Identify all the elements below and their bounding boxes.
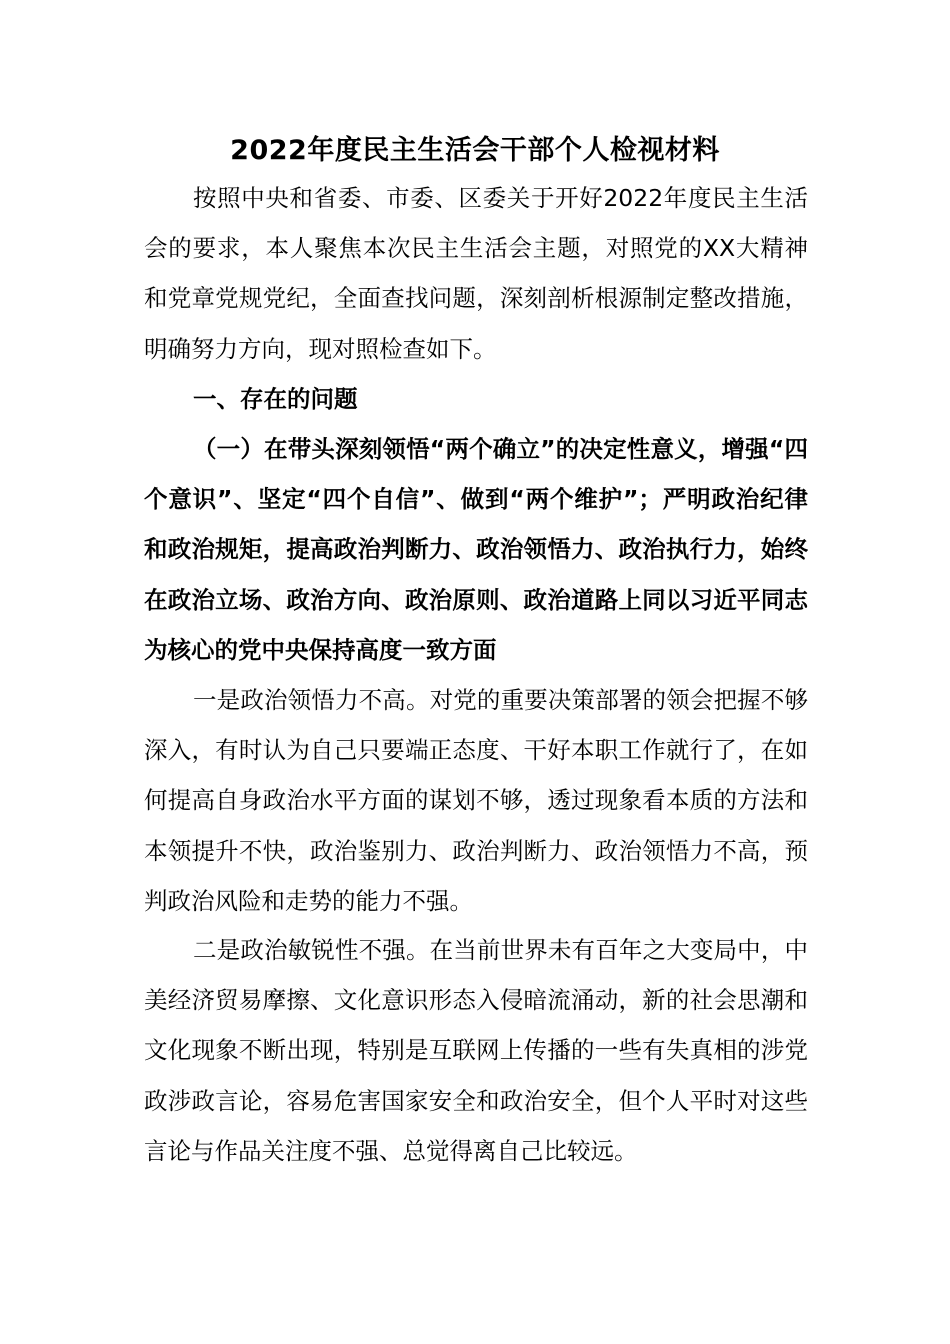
intro-paragraph-block — [144, 173, 808, 374]
subsection-heading-block — [144, 424, 808, 675]
intro-paragraph: 按照中央和省委、市委、区委关于开好2022年度民主生活会的要求，本人聚焦本次民主生活会主题，对照党的XX大精神和党章党规党纪，全面查找问题，深刻剖析根源制定整改措施，明确努力方向，现对照检查如下。 — [144, 184, 808, 363]
subsection-heading: （一）在带头深刻领悟“两个确立”的决定性意义，增强“四个意识”、坚定“四个自信”、做到“两个维护”；严明政治纪律和政治规矩，提高政治判断力、政治领悟力、政治执行力，始终在政治立场、政治方向、政治原则、政治道路上同以习近平同志为核心的党中央保持高度一致方面 — [144, 435, 808, 664]
point-1-paragraph: 一是政治领悟力不高。对党的重要决策部署的领会把握不够深入，有时认为自己只要端正态度、干好本职工作就行了，在如何提高自身政治水平方面的谋划不够，透过现象看本质的方法和本领提升不快，政治鉴别力、政治判断力、政治领悟力不高，预判政治风险和走势的能力不强。 — [144, 686, 808, 915]
section-heading-block — [144, 374, 808, 424]
point-2-paragraph: 二是政治敏锐性不强。在当前世界未有百年之大变局中，中美经济贸易摩擦、文化意识形态入侵暗流涌动，新的社会思潮和文化现象不断出现，特别是互联网上传播的一些有失真相的涉党政涉政言论，容易危害国家安全和政治安全，但个人平时对这些言论与作品关注度不强、总觉得离自己比较远。 — [144, 936, 808, 1165]
point-1-block — [144, 675, 808, 926]
point-2-block — [144, 925, 808, 1176]
section-heading: 一、存在的问题 — [193, 385, 358, 413]
document-title: 2022年度民主生活会干部个人检视材料 — [230, 135, 720, 166]
